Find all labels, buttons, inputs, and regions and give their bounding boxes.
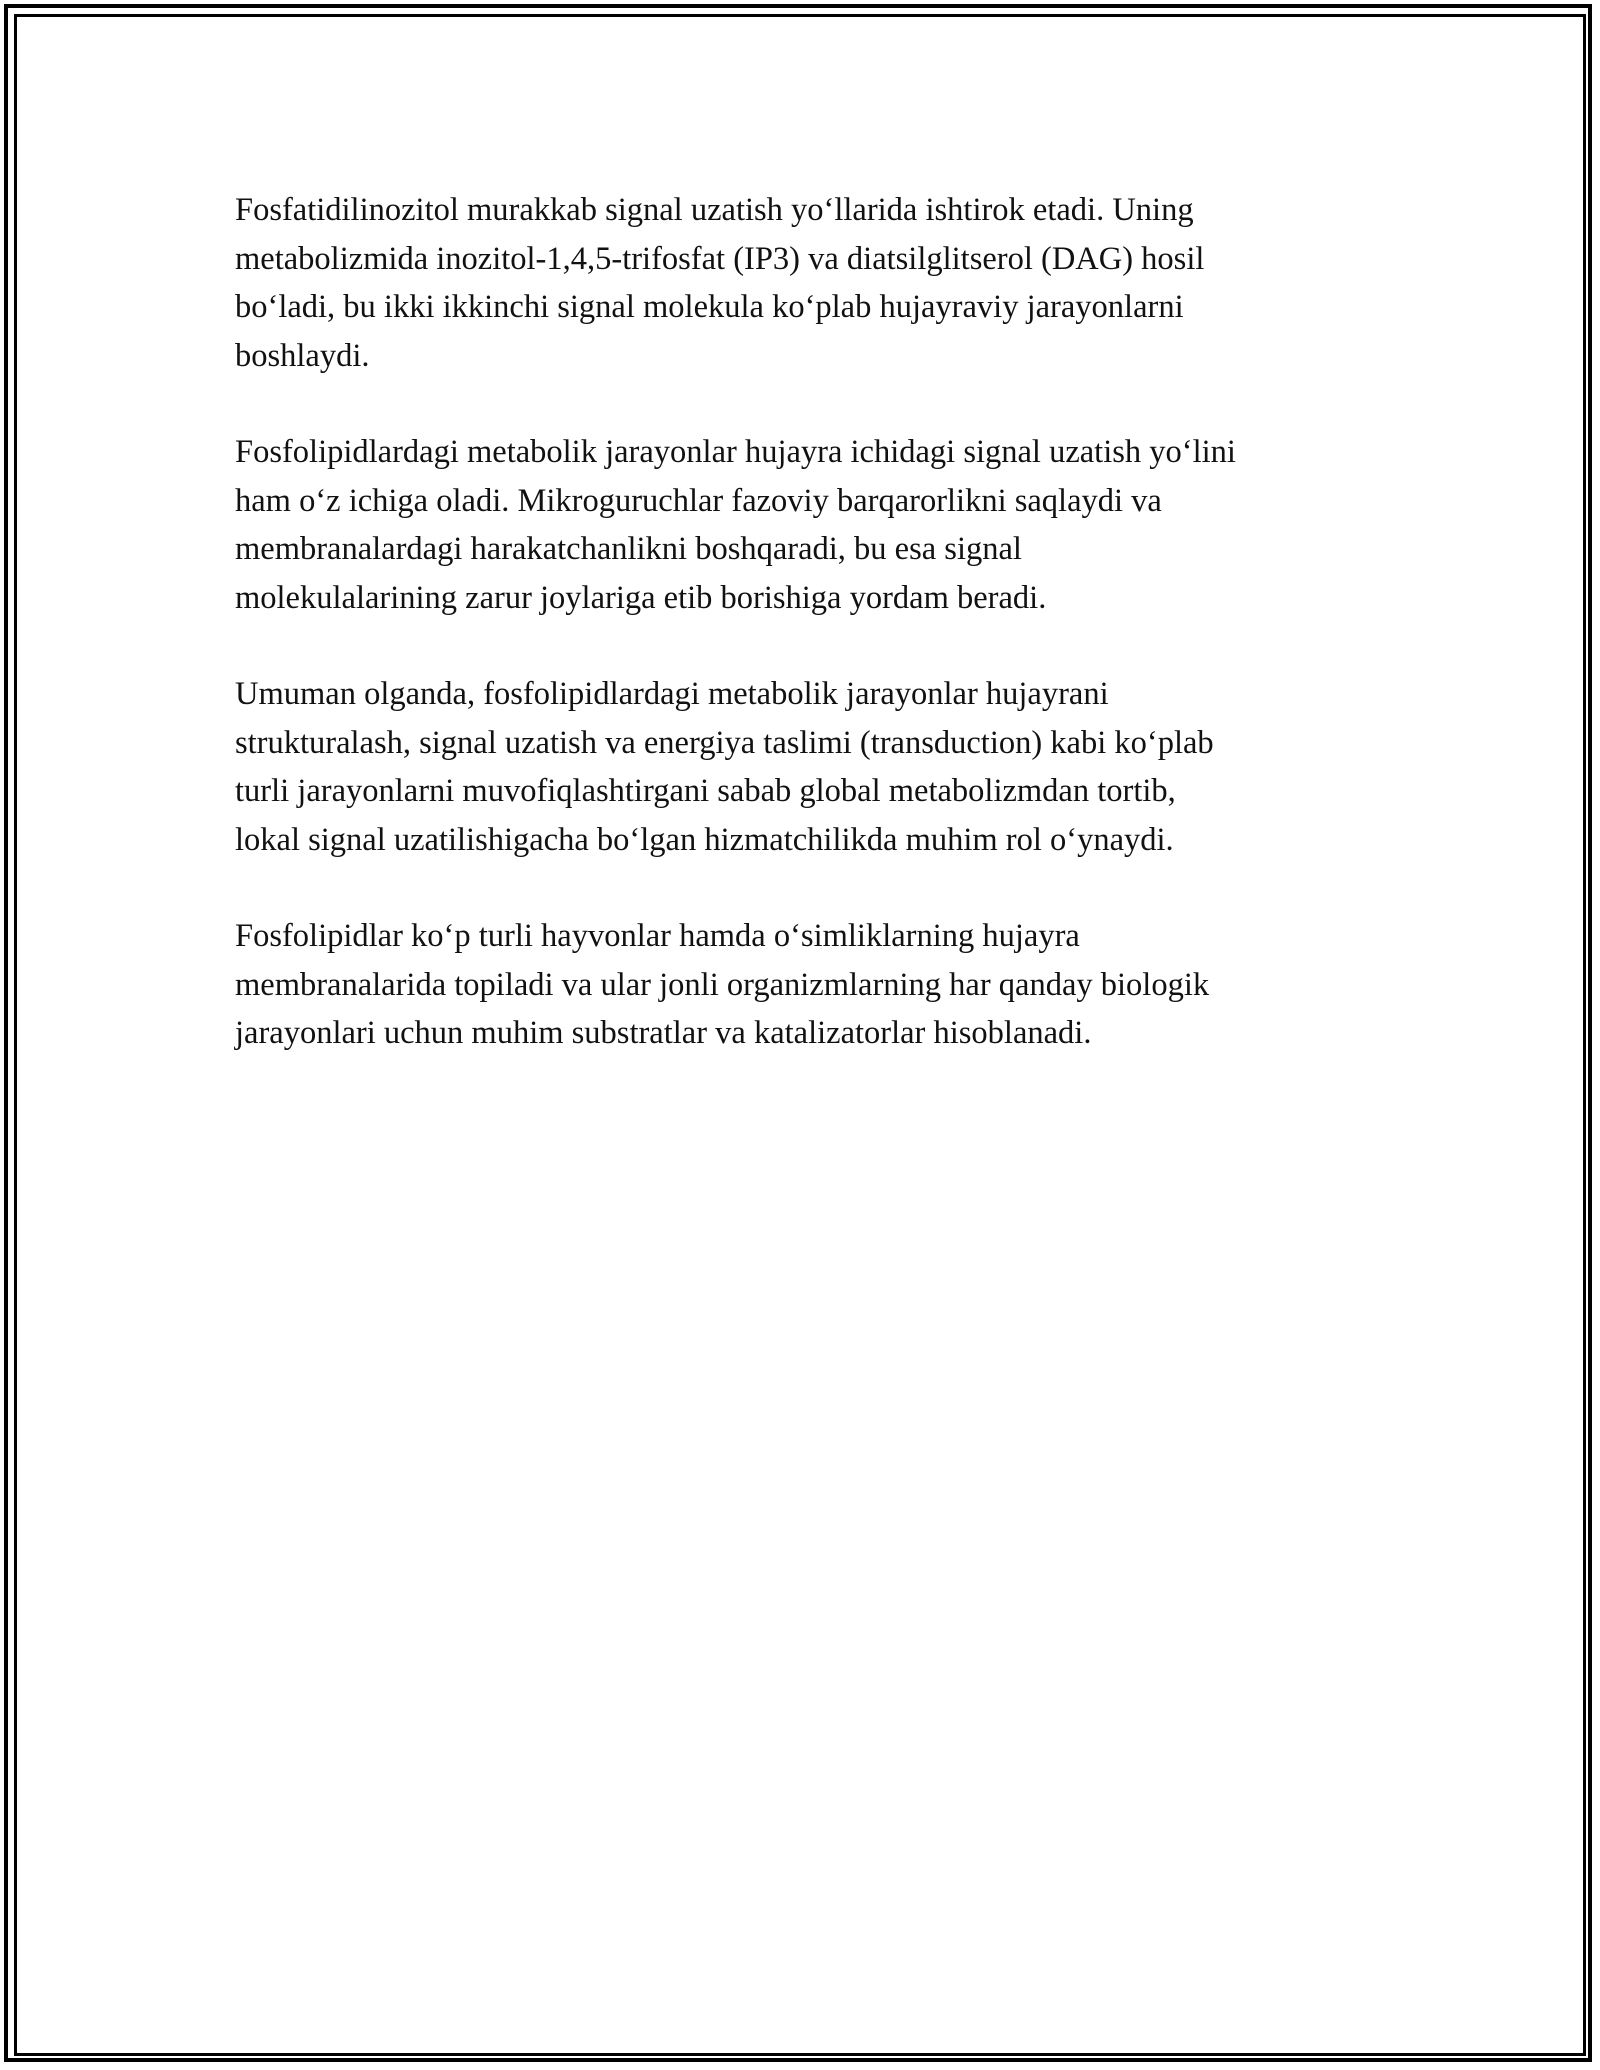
paragraph-1 bbox=[235, 186, 1385, 380]
document-body bbox=[235, 186, 1385, 1106]
paragraph-2 bbox=[235, 428, 1385, 622]
text-line: molekulalarining zarur joylariga etib borishiga yordam beradi. bbox=[235, 579, 1047, 616]
text-line: metabolizmida inozitol-1,4,5-trifosfat (IP3) va diatsilglitserol (DAG) hosil bbox=[235, 240, 1205, 277]
paragraph-4 bbox=[235, 912, 1385, 1058]
text-line: Fosfolipidlardagi metabolik jarayonlar hujayra ichidagi signal uzatish yo‘lini bbox=[235, 434, 1236, 470]
text-line: jarayonlari uchun muhim substratlar va katalizatorlar hisoblanadi. bbox=[235, 1015, 1092, 1051]
text-line: membranalarida topiladi va ular jonli organizmlarning har qanday biologik bbox=[235, 966, 1210, 1003]
text-line: lokal signal uzatilishigacha bo‘lgan hizmatchilikda muhim rol o‘ynaydi. bbox=[235, 821, 1174, 858]
text-line: ham o‘z ichiga oladi. Mikroguruchlar fazoviy barqarorlikni saqlaydi va bbox=[235, 482, 1162, 519]
text-line: strukturalash, signal uzatish va energiya taslimi (transduction) kabi ko‘plab bbox=[235, 724, 1214, 761]
text-line: membranalardagi harakatchanlikni boshqaradi, bu esa signal bbox=[235, 531, 1022, 567]
text-line: turli jarayonlarni muvofiqlashtirgani sabab global metabolizmdan tortib, bbox=[235, 773, 1176, 809]
paragraph-3 bbox=[235, 670, 1385, 864]
text-line: Umuman olganda, fosfolipidlardagi metabolik jarayonlar hujayrani bbox=[235, 676, 1109, 712]
text-line: Fosfolipidlar ko‘p turli hayvonlar hamda o‘simliklarning hujayra bbox=[235, 918, 1080, 954]
text-line: boshlaydi. bbox=[235, 337, 370, 374]
text-line: Fosfatidilinozitol murakkab signal uzatish yo‘llarida ishtirok etadi. Uning bbox=[235, 192, 1194, 228]
text-line: bo‘ladi, bu ikki ikkinchi signal molekula ko‘plab hujayraviy jarayonlarni bbox=[235, 289, 1184, 325]
